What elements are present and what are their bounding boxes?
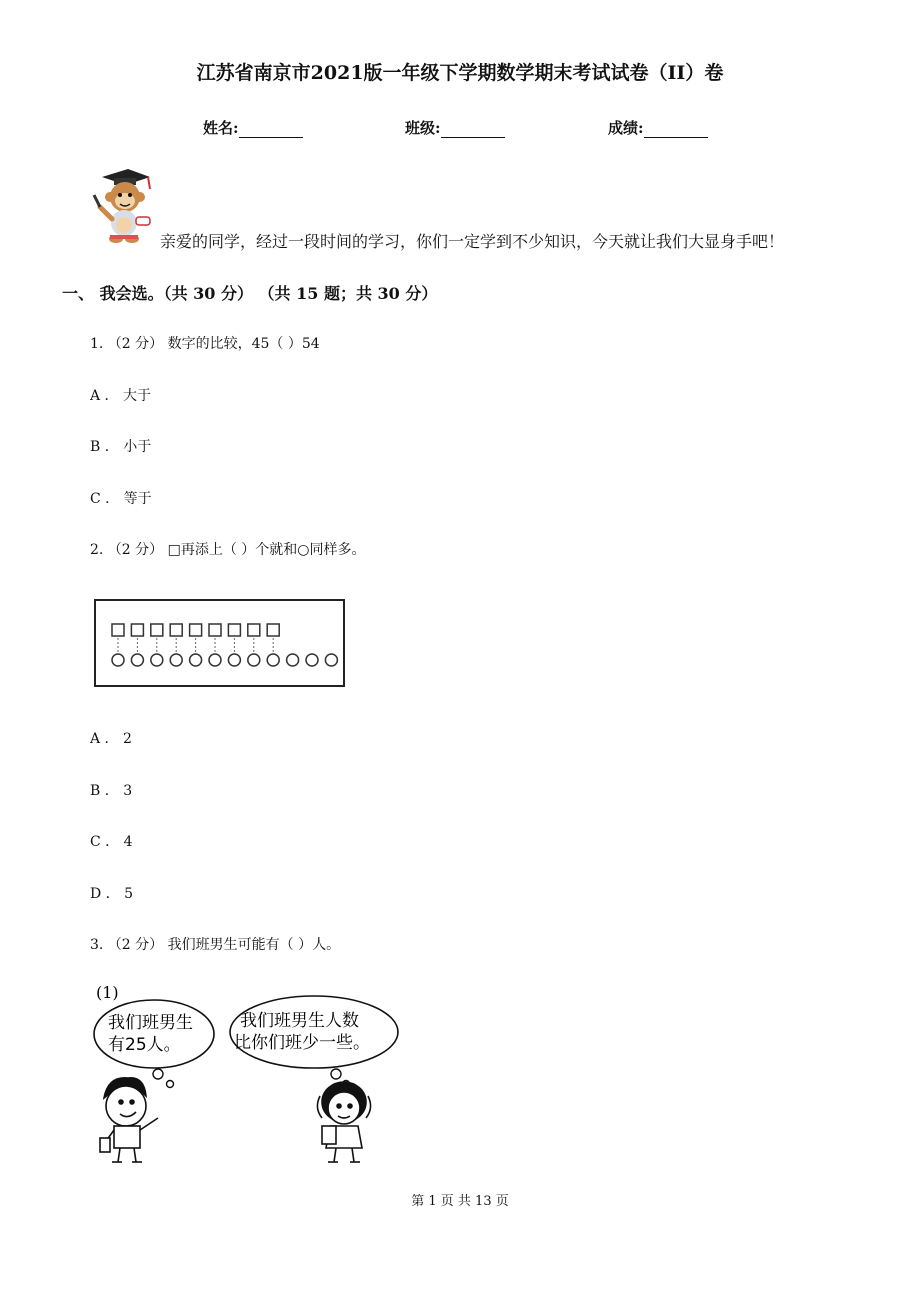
circle-mark <box>170 654 182 666</box>
score-field <box>608 117 708 138</box>
name-field <box>203 117 303 138</box>
class-label: 班级: <box>405 119 441 137</box>
square-mark <box>228 624 240 636</box>
square-mark <box>170 624 182 636</box>
score-blank[interactable] <box>644 122 708 138</box>
circle-mark <box>248 654 260 666</box>
square-mark <box>190 624 202 636</box>
figure-label: (1) <box>96 983 119 1002</box>
boy-icon <box>100 1078 158 1162</box>
question-1-option-c[interactable]: C ． 等于 <box>90 491 152 507</box>
question-2-figure <box>94 599 346 689</box>
mascot-monkey-icon <box>88 165 154 247</box>
circle-mark <box>325 654 337 666</box>
square-mark <box>112 624 124 636</box>
question-1-option-b[interactable]: B ． 小于 <box>90 439 152 455</box>
class-field <box>405 117 505 138</box>
boy-speech-bubble <box>94 1000 214 1088</box>
circle-mark <box>190 654 202 666</box>
name-blank[interactable] <box>239 122 303 138</box>
question-1-stem: 1. （2 分） 数字的比较，45（ ）54 <box>90 336 320 352</box>
question-2-option-d[interactable]: D ． 5 <box>90 886 134 902</box>
square-mark <box>248 624 260 636</box>
square-mark <box>151 624 163 636</box>
page-footer: 第 1 页 共 13 页 <box>411 1194 509 1209</box>
circle-mark <box>228 654 240 666</box>
circle-mark <box>306 654 318 666</box>
square-mark <box>131 624 143 636</box>
question-3-figure <box>88 978 408 1168</box>
class-blank[interactable] <box>441 122 505 138</box>
greeting-text: 亲爱的同学，经过一段时间的学习，你们一定学到不少知识，今天就让我们大显身手吧！ <box>160 232 785 251</box>
girl-bubble-line-2: 比你们班少一些。 <box>234 1033 370 1053</box>
circle-mark <box>151 654 163 666</box>
question-2-option-c[interactable]: C ． 4 <box>90 834 133 850</box>
boy-bubble-line-2: 有25人。 <box>108 1035 181 1055</box>
name-label: 姓名: <box>203 119 239 137</box>
girl-icon <box>317 1082 370 1162</box>
page-title: 江苏省南京市2021版一年级下学期数学期末考试试卷（II）卷 <box>196 62 724 84</box>
circle-mark <box>267 654 279 666</box>
question-2-option-b[interactable]: B ． 3 <box>90 783 133 799</box>
girl-bubble-line-1: 我们班男生人数 <box>240 1011 359 1031</box>
question-2-stem: 2. （2 分） □再添上（ ）个就和○同样多。 <box>90 542 366 558</box>
score-label: 成绩: <box>608 119 644 137</box>
circle-mark <box>112 654 124 666</box>
boy-bubble-line-1: 我们班男生 <box>108 1013 193 1033</box>
square-mark <box>209 624 221 636</box>
section-title: 一、 我会选。（共 30 分） （共 15 题；共 30 分） <box>62 284 438 303</box>
question-2-option-a[interactable]: A ． 2 <box>90 731 132 747</box>
girl-speech-bubble <box>230 996 398 1088</box>
question-3-stem: 3. （2 分） 我们班男生可能有（ ）人。 <box>90 937 341 953</box>
square-mark <box>267 624 279 636</box>
question-1-option-a[interactable]: A ． 大于 <box>90 388 152 404</box>
circle-mark <box>131 654 143 666</box>
circle-mark <box>287 654 299 666</box>
circle-mark <box>209 654 221 666</box>
